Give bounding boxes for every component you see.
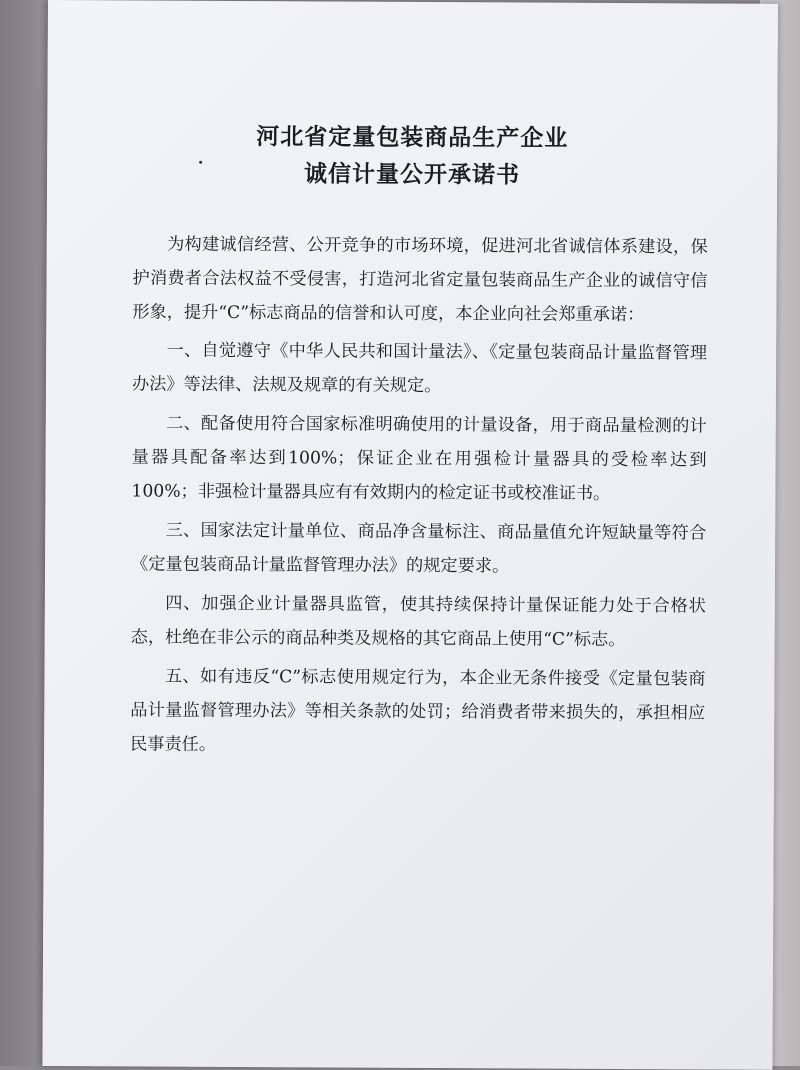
document-body [130,227,708,769]
document-page [42,0,778,1070]
paragraph-intro: 为构建诚信经营、公开竞争的市场环境，促进河北省诚信体系建设，保护消费者合法权益不受侵害，打造河北省定量包装商品生产企业的诚信守信形象，提升“C”标志商品的信誉和认可度，本企业向社会郑重承诺： [132,234,708,326]
document-title-line2: 诚信计量公开承诺书 [304,160,521,189]
document-title-line1: 河北省定量包装商品生产企业 [256,123,569,152]
paragraph-clause-4: 四、加强企业计量器具监管，使其持续保持计量保证能力处于合格状态，杜绝在非公示的商品种类及规格的其它商品上使用“C”标志。 [130,593,706,651]
paragraph-clause-3: 三、国家法定计量单位、商品净含量标注、商品量值允许短缺量等符合《定量包装商品计量监督管理办法》的规定要求。 [130,520,707,577]
ink-dot [199,161,202,164]
paragraph-clause-1: 一、自觉遵守《中华人民共和国计量法》、《定量包装商品计量监督管理办法》等法律、法规及规章的有关规定。 [131,340,708,397]
paragraph-clause-5: 五、如有违反“C”标志使用规定行为，本企业无条件接受《定量包装商品计量监督管理办法》等相关条款的处罚；给消费者带来损失的，承担相应民事责任。 [130,666,706,755]
paragraph-clause-2: 二、配备使用符合国家标准明确使用的计量设备，用于商品量检测的计量器具配备率达到100%；保证企业在用强检计量器具的受检率达到100%；非强检计量器具应有有效期内的检定证书或校准证书。 [131,413,707,504]
